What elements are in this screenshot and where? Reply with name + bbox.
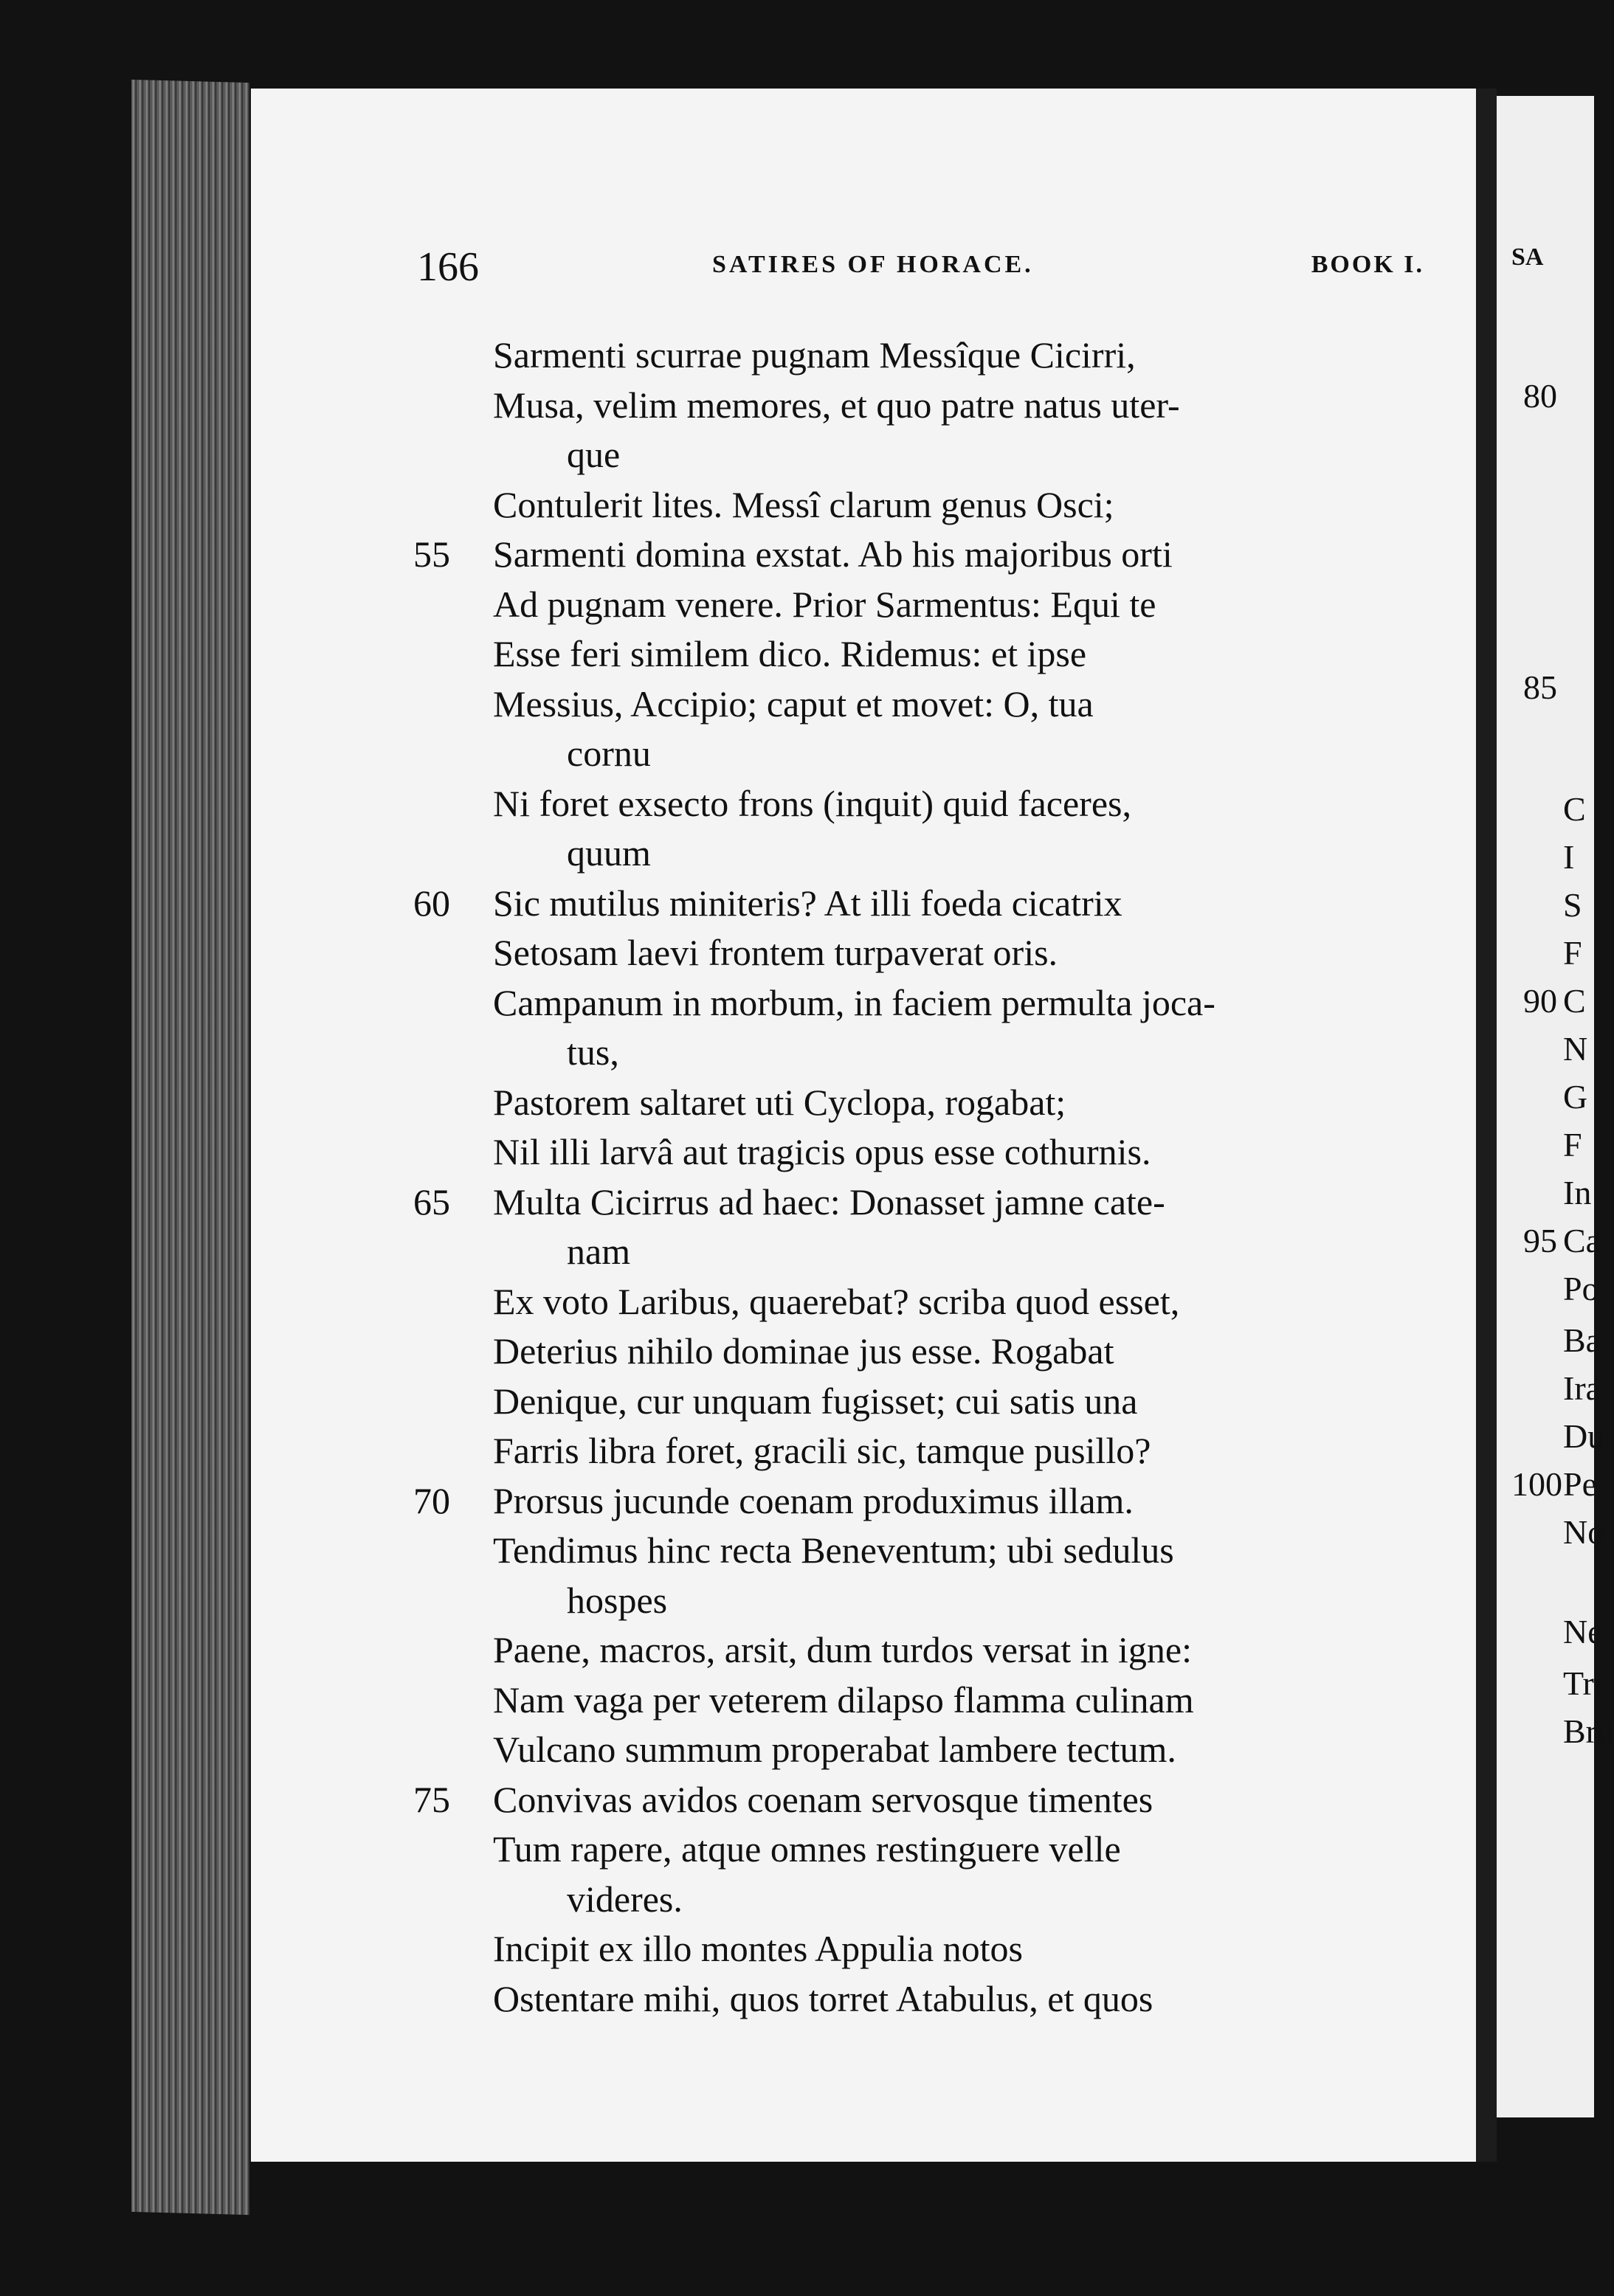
- right-page-fragment: [1511, 1664, 1604, 1703]
- verse-line-continuation: tus,: [567, 1031, 619, 1073]
- verse-line: Vulcano summum properabat lambere tectum.: [493, 1729, 1176, 1770]
- right-page-fragment-text: In: [1563, 1174, 1592, 1211]
- verse-line: Nil illi larvâ aut tragicis opus esse cothurnis.: [493, 1131, 1151, 1172]
- line-number: 55: [413, 533, 450, 575]
- right-page-fragment-text: Pe: [1563, 1465, 1597, 1503]
- verse-line: Deterius nihilo dominae jus esse. Rogabat: [493, 1330, 1114, 1372]
- right-page-fragment-text: Bru: [1563, 1712, 1614, 1750]
- verse-line: Ni foret exsecto frons (inquit) quid faceres,: [493, 783, 1131, 824]
- right-page-fragment: [1511, 1512, 1604, 1552]
- right-page-fragment: [1511, 1712, 1614, 1751]
- verse-line: Tendimus hinc recta Beneventum; ubi sedulus: [493, 1529, 1174, 1571]
- verse-line: Farris libra foret, gracili sic, tamque pusillo?: [493, 1430, 1151, 1471]
- verse-line: Musa, velim memores, et quo patre natus uter-: [493, 384, 1180, 426]
- verse-line: Paene, macros, arsit, dum turdos versat in igne:: [493, 1629, 1192, 1670]
- line-number: 70: [413, 1480, 450, 1521]
- right-page-fragment-text: C: [1563, 790, 1586, 828]
- verse-line: Contulerit lites. Messî clarum genus Osci;: [493, 484, 1114, 525]
- right-page-fragment-text: Ira: [1563, 1369, 1601, 1407]
- book-gutter: [1476, 89, 1497, 2162]
- verse-line-continuation: cornu: [567, 733, 651, 774]
- verse-line: Incipit ex illo montes Appulia notos: [493, 1928, 1023, 1969]
- verse-line-continuation: hospes: [567, 1580, 668, 1621]
- book-page-edges: [131, 80, 249, 2215]
- right-page-fragment: [1511, 1029, 1587, 1068]
- line-number: 75: [413, 1779, 450, 1820]
- verse-line: Sic mutilus miniteris? At illi foeda cicatrix: [493, 882, 1122, 924]
- right-page-header-fragment: SA: [1511, 243, 1544, 271]
- right-page-fragment-text: G: [1563, 1078, 1588, 1116]
- verse-line: Setosam laevi frontem turpaverat oris.: [493, 932, 1058, 973]
- verse-line: Ad pugnam venere. Prior Sarmentus: Equi te: [493, 584, 1156, 625]
- right-page-fragment-text: Du: [1563, 1417, 1605, 1455]
- verse-line: Sarmenti domina exstat. Ab his majoribus orti: [493, 533, 1173, 575]
- right-page-fragment-text: F: [1563, 934, 1582, 972]
- right-page-fragment-text: N: [1563, 1030, 1588, 1068]
- verse-line: Nam vaga per veterem dilapso flamma culinam: [493, 1679, 1194, 1721]
- verse-line-continuation: nam: [567, 1231, 631, 1272]
- right-page-fragment-text: C: [1563, 982, 1586, 1020]
- verse-line-continuation: videres.: [567, 1878, 683, 1920]
- right-page-fragment: [1511, 668, 1563, 707]
- right-page-fragment-text: No: [1563, 1513, 1605, 1551]
- verse-line: Campanum in morbum, in faciem permulta joca-: [493, 982, 1215, 1023]
- right-page-fragment-text: Ba: [1563, 1321, 1601, 1359]
- verse-line: Prorsus jucunde coenam produximus illam.: [493, 1480, 1134, 1521]
- verse-line: Multa Cicirrus ad haec: Donasset jamne cate-: [493, 1181, 1165, 1223]
- verse-line: Denique, cur unquam fugisset; cui satis una: [493, 1380, 1138, 1422]
- right-page-line-number: 90: [1523, 982, 1557, 1020]
- right-page-fragment-text: F: [1563, 1126, 1582, 1163]
- right-page-fragment: [1511, 1173, 1591, 1212]
- verse-line: Esse feri similem dico. Ridemus: et ipse: [493, 633, 1087, 674]
- right-page-fragment-text: Ca: [1563, 1222, 1601, 1259]
- right-page-fragment: [1511, 1125, 1582, 1164]
- right-page-fragment: [1511, 1321, 1601, 1360]
- right-page-fragment-text: S: [1563, 886, 1582, 924]
- right-page-fragment: [1511, 1369, 1601, 1408]
- right-page-fragment-text: Ne: [1563, 1613, 1603, 1650]
- verse-line-continuation: quum: [567, 832, 651, 874]
- verse-line: Tum rapere, atque omnes restinguere velle: [493, 1828, 1121, 1870]
- right-page-fragment-text: I: [1563, 838, 1575, 876]
- right-page-fragment: [1511, 933, 1582, 972]
- verse-line-continuation: que: [567, 434, 621, 475]
- right-page-fragment: [1511, 1465, 1597, 1504]
- right-page-fragment: [1511, 376, 1563, 415]
- right-page-fragment: [1511, 1612, 1603, 1651]
- book-label: BOOK I.: [1311, 251, 1424, 278]
- verse-line: Messius, Accipio; caput et movet: O, tua: [493, 683, 1094, 725]
- right-page-fragment: [1511, 837, 1574, 876]
- right-page-line-number: 100: [1511, 1465, 1562, 1503]
- running-header: [417, 243, 1424, 288]
- page-number: 166: [417, 244, 479, 290]
- running-title: SATIRES OF HORACE.: [712, 251, 1034, 278]
- right-page-fragment: [1511, 1269, 1599, 1308]
- right-page-fragment: [1511, 789, 1586, 829]
- right-page-fragment: [1511, 981, 1586, 1020]
- line-number: 60: [413, 882, 450, 924]
- right-page-fragment: [1511, 1221, 1601, 1260]
- verse-line: Ostentare mihi, quos torret Atabulus, et quos: [493, 1978, 1153, 2019]
- right-page-line-number: 95: [1523, 1222, 1557, 1259]
- right-page-fragment-text: Po: [1563, 1270, 1599, 1307]
- right-page-fragment-text: Tri: [1563, 1664, 1604, 1702]
- right-page-fragment: [1511, 1417, 1604, 1456]
- verse-line: Convivas avidos coenam servosque timentes: [493, 1779, 1153, 1820]
- line-number: 65: [413, 1181, 450, 1223]
- right-page-line-number: 80: [1523, 377, 1557, 415]
- verse-line: Sarmenti scurrae pugnam Messîque Cicirri,: [493, 334, 1136, 376]
- right-page-fragment: [1511, 885, 1582, 924]
- verse-line: Ex voto Laribus, quaerebat? scriba quod esset,: [493, 1281, 1180, 1322]
- verse-line: Pastorem saltaret uti Cyclopa, rogabat;: [493, 1082, 1066, 1123]
- right-page-fragment: [1511, 1077, 1587, 1116]
- right-page-line-number: 85: [1523, 668, 1557, 706]
